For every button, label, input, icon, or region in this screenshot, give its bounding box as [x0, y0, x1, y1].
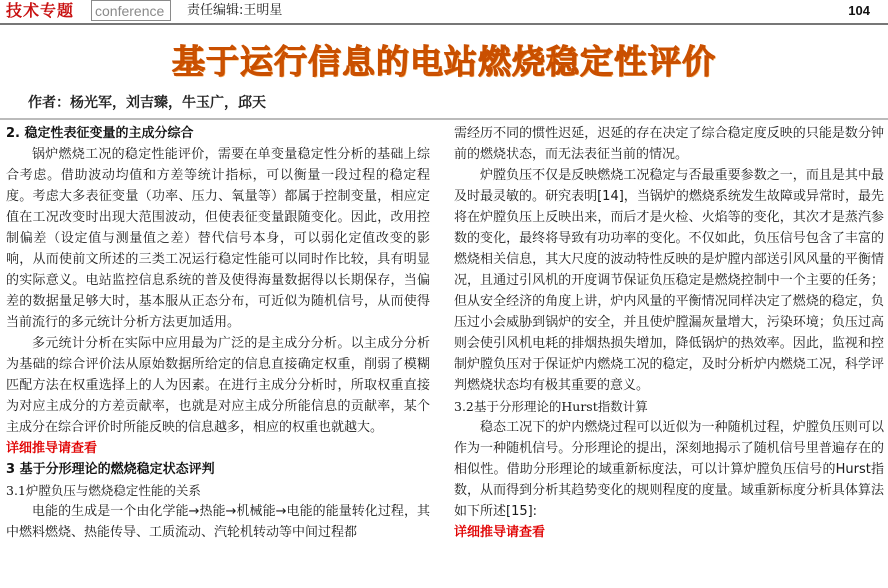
conference-tag: conference — [91, 0, 171, 21]
derivation-link[interactable]: 详细推导请查看 — [454, 525, 546, 540]
right-column — [454, 123, 884, 543]
derivation-link[interactable]: 详细推导请查看 — [6, 441, 98, 456]
body-paragraph: 电能的生成是一个由化学能→热能→机械能→电能的能量转化过程，其中燃料燃烧、热能传导、工质流动、汽轮机转动等中间过程都 — [6, 504, 430, 540]
body-paragraph: 需经历不同的惯性迟延，迟延的存在决定了综合稳定度反映的只能是数分钟前的燃烧状态，而无法表征当前的情况。 — [454, 126, 884, 162]
subsection-heading-3-1: 3.1炉膛负压与燃烧稳定性能的关系 — [6, 483, 201, 498]
body-paragraph: 稳态工况下的炉内燃烧过程可以近似为一种随机过程，炉膛负压则可以作为一种随机信号。分形理论的提出，深刻地揭示了随机信号里普遍存在的相似性。借助分形理论的域重新标度法，可以计算炉膛负压信号的Hurst指数，从而得到分析其趋势变化的规则程度的度量。域重新标度分析具体算法如下所述[15]: — [454, 420, 884, 519]
editor-credit: 责任编辑:王明星 — [187, 3, 283, 18]
title-divider — [0, 118, 888, 120]
section-tag: 技术专题 — [6, 1, 75, 20]
body-paragraph: 炉膛负压不仅是反映燃烧工况稳定与否最重要参数之一，而且是其中最及时最灵敏的。研究表明[14]，当锅炉的燃烧系统发生故障或异常时，最先将在炉膛负压上反映出来，而后才是火检、火焰等的变化，其次才是蒸汽参数的变化，最终将导致有功功率的变化。不仅如此，负压信号包含了丰富的燃烧相关信息，其大尺度的波动特性反映的是炉膛内部送引风风量的平衡情况，且通过引风机的开度调节保证负压稳定是燃烧控制中一个主要的任务；但从安全经济的角度上讲，炉内风量的平衡情况同样决定了燃烧的稳定，负压过小会威胁到锅炉的安全，并且使炉膛漏灰量增大，污染环境；负压过高则会使引风机电耗的排烟热损失增加，降低锅炉的热效率。因此，监视和控制炉膛负压对于保证炉内燃烧工况的稳定，及时分析炉内燃烧工况，科学评判燃烧状态均有极其重要的意义。 — [454, 168, 884, 393]
section-heading-3: 3 基于分形理论的燃烧稳定状态评判 — [6, 462, 215, 477]
left-column — [6, 123, 430, 543]
header-rule — [0, 23, 888, 25]
page-number: 104 — [848, 3, 870, 18]
section-heading-2: 2. 稳定性表征变量的主成分综合 — [6, 126, 194, 141]
article-title: 基于运行信息的电站燃烧稳定性评价 — [172, 42, 716, 81]
body-paragraph: 锅炉燃烧工况的稳定性能评价，需要在单变量稳定性分析的基础上综合考虑。借助波动均值和方差等统计指标，可以衡量一段过程的稳定程度。考虑大多表征变量（功率、压力、氧量等）都属于控制变量，相应定值在工况改变时出现大范围波动，但使表征变量跟随变化。因此，改用控制偏差（设定值与测量值之差）替代信号本身，可以弱化定值改变的影响，从而使前文所述的三类工况运行稳定性能可以同时作比较，具有明显的实际意义。电站监控信息系统的普及使得海量数据得以长期保存，当偏差的数据量足够大时，基本服从正态分布，可近似为随机信号，从而使得当前流行的多元统计分析方法更加适用。 — [6, 147, 430, 330]
page-header — [0, 0, 888, 24]
article-authors: 作者：杨光军，刘吉臻，牛玉广，邱天 — [28, 95, 266, 111]
subsection-heading-3-2: 3.2基于分形理论的Hurst指数计算 — [454, 399, 648, 414]
body-paragraph: 多元统计分析在实际中应用最为广泛的是主成分分析。以主成分分析为基础的综合评价法从原始数据所给定的信息直接确定权重，削弱了模糊匹配方法在权重选择上的人为因素。在进行主成分分析时，所取权重直接为对应主成分的方差贡献率，也就是对应主成分所能信息的贡献率，某个主成分在综合评价时所能反映的信息越多，相应的权重也就越大。 — [6, 336, 430, 435]
